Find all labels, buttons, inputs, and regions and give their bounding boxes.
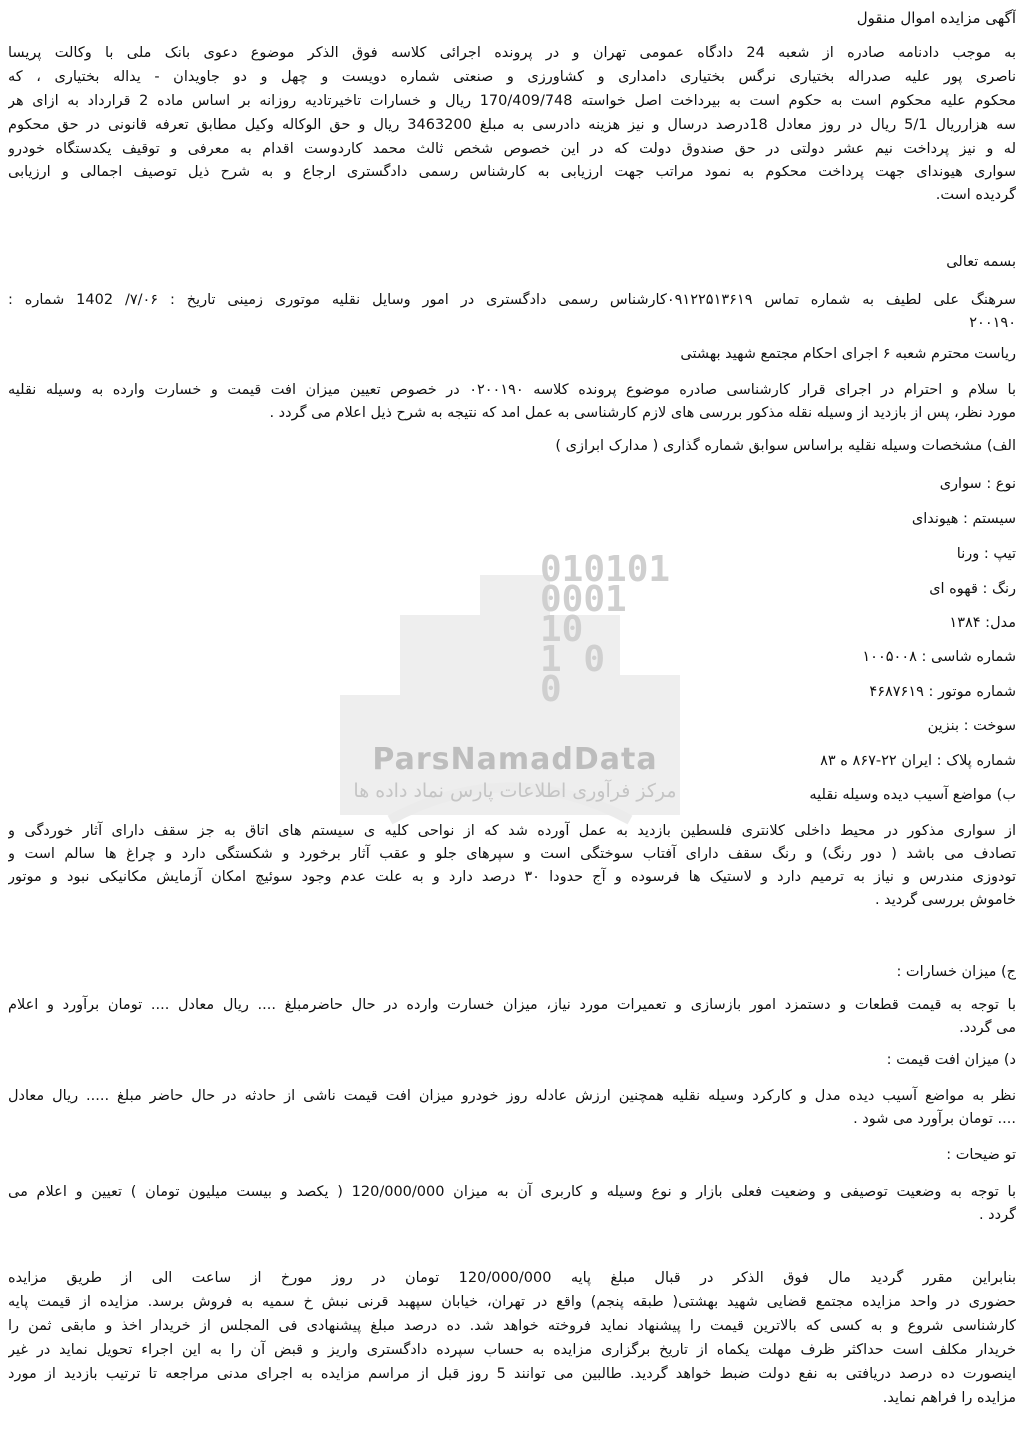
greeting-line: مورد نظر، پس از بازدید از وسیله نقله مذکور بررسی های لازم کارشناسی به عمل امد که نتیجه به شرح ذیل اعلام می گردد . <box>269 405 1016 421</box>
conclusion-line: خریدار مکلف است حداکثر ظرف مهلت یکماه از تاریخ برگزاری مزایده به حساب سپرده دادگستری واریز و قبض آن را به این اجراء تحویل نماید در غیر <box>8 1342 1016 1358</box>
intro-line: سه هزارریال 5/1 ریال در روز معادل 18درصد درسال و نیز هزینه دادرسی به مبلغ 3463200 ریال و حق الوکاله وکیل مطابق تعرفه قانونی در حق محکوم <box>8 117 1016 133</box>
intro-line: سواری هیوندای جهت پرداخت محکوم به نمود مراتب جهت ارزیابی به کارشناس رسمی دادگستری ارجاع و به شرح ذیل توصیف اجمالی و ارزیابی <box>8 164 1016 180</box>
watermark-digit-row: 1 0 <box>540 639 606 680</box>
section-d-heading: د) میزان افت قیمت : <box>886 1052 1016 1068</box>
watermark-subtitle: مرکز فرآوری اطلاعات پارس نماد داده ها <box>353 780 677 802</box>
vehicle-field-engine: شماره موتور : ۴۶۸۷۶۱۹ <box>869 684 1016 700</box>
explanation-line: گردد . <box>978 1207 1016 1223</box>
damage-line: از سواری مذکور در محیط داخلی کلانتری فلسطین بازدید به عمل آورده شد که از نواحی کلیه ی سیستم های اتاق به جز سقف دارای آثار خوردگی و <box>8 823 1016 839</box>
damage-line: خاموش بررسی گردید . <box>874 892 1016 908</box>
vehicle-field-fuel: سوخت : بنزین <box>927 718 1016 734</box>
section-c-heading: ج) میزان خسارات : <box>896 964 1016 980</box>
watermark-digit-row: 0001 <box>540 579 627 620</box>
intro-line: به موجب دادنامه صادره از شعبه 24 دادگاه عمومی تهران و در پرونده اجرائی کلاسه فوق الذکر موضوع دعوی بانک ملی با وکالت پریسا <box>8 45 1016 61</box>
watermark-digit-row: 0 <box>540 669 562 710</box>
intro-line: گردیده است. <box>935 187 1016 203</box>
damage-line: تصادف می باشد ( دور رنگ) و رنگ سقف دارای آفتاب سوختگی است و سپرهای جلو و عقب آثار برخورد و شکستگی دارد و چراغ ها سالم است و <box>8 846 1016 862</box>
vehicle-field-tip: تیپ : ورنا <box>956 546 1016 562</box>
losses-line: با توجه به قیمت قطعات و دستمزد امور بازسازی و تعمیرات مورد نیاز، میزان خسارت وارده در حال حاضرمبلغ .... ریال معادل .... تومان برآورد و اعلام <box>8 997 1016 1013</box>
greeting-line: با سلام و احترام در اجرای قرار کارشناسی صادره موضوع پرونده کلاسه ۰۲۰۰۱۹۰ در خصوص تعیین میزان افت قیمت و خسارت وارده به وسیله نقلیه <box>8 382 1016 398</box>
intro-line: محکوم علیه محکوم است به حکوم است به بیرداخت اصل خواسته 170/409/748 ریال و خسارات تاخیرتادیه روزانه بر اساس ماده 2 قرارداد به ازای هر <box>8 93 1016 109</box>
expert-line: ۲۰۰۱۹۰ <box>969 315 1016 331</box>
depreciation-line: نظر به مواضع آسیب دیده مدل و کارکرد وسیله نقلیه همچنین ارزش عادله روز خودرو میزان افت قیمت ناشی از حادثه در حال حاضر مبلغ ..... ریال معادل <box>8 1088 1016 1104</box>
intro-line: ناصری پور علیه صدراله بختیاری نرگس بختیاری دامداری و کشاورزی و صنعتی شماره دویست و چهل و دو جاویدان - یداله بختیاری ، که <box>8 69 1016 85</box>
addressee: ریاست محترم شعبه ۶ اجرای احکام مجتمع شهید بهشتی <box>680 346 1016 362</box>
depreciation-line: .... تومان برآورد می شود . <box>853 1111 1016 1127</box>
conclusion-line: اینصورت ده درصد دریافتی به نفع دولت ضبط خواهد گردید. طالبین می توانند 5 روز قبل از مراسم مزایده به اجرای مدنی مراجعه تا ترتیب بازدید از مورد <box>8 1366 1016 1382</box>
damage-line: تودوزی مندرس و نیاز به ترمیم دارد و لاستیک ها فرسوده و آج حدودا ۳۰ درصد دارد و به علت عدم وجود سوئیچ امکان آزمایش مکانیکی نبود و موتور <box>8 869 1016 885</box>
vehicle-field-chassis: شماره شاسی : ۱۰۰۵۰۰۸ <box>862 649 1016 665</box>
conclusion-line: کارشناسی شروع و به کسی که بالاترین قیمت را پیشنهاد نماید فروخته خواهد شد. ده درصد مبلغ پیشنهادی فی المجلس از خریدار اخذ و مابقی ثمن را <box>8 1318 1016 1334</box>
intro-line: له و نیز پرداخت نیم عشر دولتی در حق صندوق دولت که در این خصوص شخص ثالث محمد کاردوست اقدام به معرفی و توقیف یکدستگاه خودرو <box>8 141 1016 157</box>
vehicle-field-system: سیستم : هیوندای <box>911 511 1016 527</box>
losses-line: می گردد. <box>959 1020 1016 1036</box>
conclusion-line: بنابراین مقرر گردید مال فوق الذکر در قبال مبلغ پایه 120/000/000 تومان در روز مورخ از ساعت الی از طریق مزایده <box>8 1270 1016 1286</box>
conclusion-line: مزایده را فراهم نماید. <box>882 1390 1016 1406</box>
watermark-brand: ParsNamadData <box>372 742 658 777</box>
vehicle-field-model: مدل: ۱۳۸۴ <box>949 615 1016 631</box>
expert-line: سرهنگ علی لطیف به شماره تماس ۰۹۱۲۲۵۱۳۶۱۹کارشناس رسمی دادگستری در امور وسایل نقلیه موتوری زمینی تاریخ : ۷/۰۶/ 1402 شماره : <box>8 292 1016 308</box>
vehicle-field-type: نوع : سواری <box>939 476 1016 492</box>
conclusion-line: حضوری در واحد مزایده مجتمع قضایی شهید بهشتی( طبقه پنجم) واقع در تهران، خیابان سپهبد قرنی نبش خ سمیه به فروش برسد. مزایده از قیمت پایه <box>8 1294 1016 1310</box>
vehicle-field-plate: شماره پلاک : ایران ۲۲-۸۶۷ ه ۸۳ <box>820 753 1016 769</box>
bismillah-heading: بسمه تعالی <box>946 254 1016 270</box>
vehicle-field-color: رنگ : قهوه ای <box>929 581 1016 597</box>
notice-title: آگهی مزایده اموال منقول <box>856 9 1016 27</box>
watermark-digit-row: 10 <box>540 609 584 650</box>
watermark-digit-row: 010101 <box>540 549 671 590</box>
section-a-heading: الف) مشخصات وسیله نقلیه براساس سوابق شماره گذاری ( مدارک ابرازی ) <box>555 438 1016 454</box>
explanation-line: با توجه به وضعیت توصیفی و وضعیت فعلی بازار و نوع وسیله و کاربری آن به میزان 120/000/000 ( یکصد و بیست میلیون تومان ) تعیین و اعلام می <box>8 1184 1016 1200</box>
section-b-heading: ب) مواضع آسیب دیده وسیله نقلیه <box>809 787 1016 803</box>
section-e-heading: تو ضیحات : <box>946 1147 1016 1163</box>
